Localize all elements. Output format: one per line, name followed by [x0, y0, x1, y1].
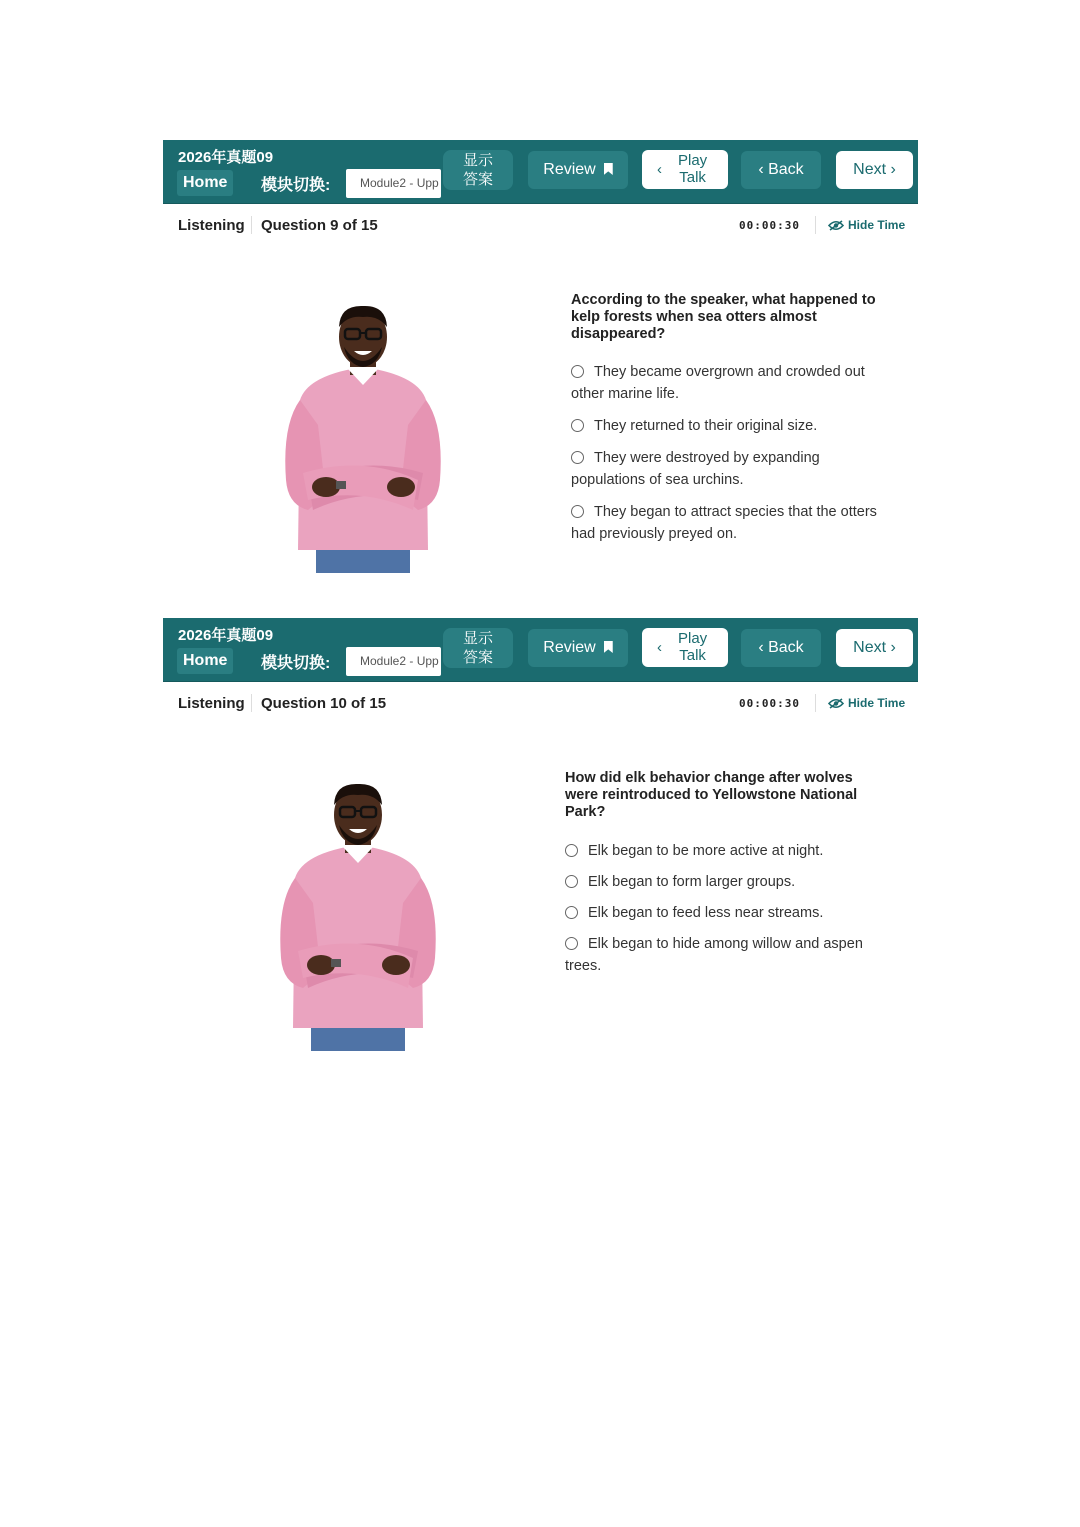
- option-text: Elk began to feed less near streams.: [588, 905, 824, 921]
- show-answer-line1: 显示: [462, 152, 493, 169]
- question-counter: Question 9 of 15: [261, 217, 378, 234]
- divider: [251, 694, 252, 712]
- home-button[interactable]: Home: [177, 170, 233, 196]
- radio-button[interactable]: [571, 505, 584, 518]
- status-bar: [163, 204, 918, 246]
- question-text: According to the speaker, what happened to kelp forests when sea otters almost disappeared?: [571, 292, 876, 342]
- review-label: Review: [543, 639, 596, 656]
- option-text: Elk began to be more active at night.: [588, 843, 824, 859]
- hide-time-button[interactable]: [828, 218, 905, 232]
- answer-options: [571, 361, 881, 555]
- chevron-left-icon: ‹: [657, 639, 662, 656]
- review-label: Review: [543, 161, 596, 178]
- hide-time-label: Hide Time: [848, 696, 906, 710]
- option-text: They were destroyed by expanding populations of sea urchins.: [571, 450, 820, 488]
- hide-time-button[interactable]: [828, 696, 905, 710]
- play-talk-line1: Play: [678, 630, 708, 647]
- back-button[interactable]: [741, 629, 821, 667]
- radio-button[interactable]: [565, 875, 578, 888]
- answer-option[interactable]: [565, 902, 875, 924]
- status-bar: [163, 682, 918, 724]
- play-talk-button[interactable]: [642, 628, 728, 667]
- show-answer-button[interactable]: [443, 628, 513, 668]
- play-talk-line1: Play: [678, 152, 708, 169]
- next-button[interactable]: [836, 151, 913, 189]
- bookmark-icon: [604, 641, 613, 653]
- review-button[interactable]: [528, 629, 628, 667]
- eye-slash-icon: [828, 220, 844, 231]
- module-select[interactable]: Module2 - Upp: [346, 169, 441, 198]
- answer-option[interactable]: [565, 933, 875, 977]
- bookmark-icon: [604, 163, 613, 175]
- show-answer-line1: 显示: [462, 630, 493, 647]
- eye-slash-icon: [828, 698, 844, 709]
- review-button[interactable]: [528, 151, 628, 189]
- module-switch-label: 模块切换:: [261, 177, 331, 194]
- speaker-image: [278, 300, 448, 580]
- module-switch-label: 模块切换:: [261, 655, 331, 672]
- chevron-left-icon: ‹: [758, 161, 769, 178]
- chevron-left-icon: ‹: [758, 639, 769, 656]
- section-name: Listening: [178, 217, 245, 234]
- option-text: Elk began to hide among willow and aspen trees.: [565, 936, 863, 974]
- top-toolbar: [163, 618, 918, 682]
- next-label: Next: [853, 161, 887, 178]
- option-text: They returned to their original size.: [594, 418, 818, 434]
- next-button[interactable]: [836, 629, 913, 667]
- radio-button[interactable]: [565, 906, 578, 919]
- show-answer-button[interactable]: [443, 150, 513, 190]
- answer-option[interactable]: [565, 840, 875, 862]
- divider: [815, 694, 816, 712]
- question-panel-1: [163, 140, 918, 246]
- top-toolbar: [163, 140, 918, 204]
- speaker-image: [273, 778, 443, 1058]
- radio-button[interactable]: [571, 365, 584, 378]
- question-text: How did elk behavior change after wolves were reintroduced to Yellowstone National Park?: [565, 770, 858, 820]
- hide-time-label: Hide Time: [848, 218, 906, 232]
- timer: 00:00:30: [739, 219, 800, 232]
- timer: 00:00:30: [739, 697, 800, 710]
- answer-option[interactable]: [571, 415, 881, 437]
- radio-button[interactable]: [565, 937, 578, 950]
- chevron-right-icon: ›: [886, 161, 896, 178]
- play-talk-button[interactable]: [642, 150, 728, 189]
- exam-title: 2026年真题09: [178, 149, 274, 166]
- radio-button[interactable]: [571, 451, 584, 464]
- answer-option[interactable]: [565, 871, 875, 893]
- divider: [251, 216, 252, 234]
- show-answer-line2: 答案: [462, 649, 493, 666]
- radio-button[interactable]: [565, 844, 578, 857]
- option-text: They began to attract species that the otters had previously preyed on.: [571, 504, 877, 542]
- home-button[interactable]: Home: [177, 648, 233, 674]
- play-talk-line2: Talk: [679, 647, 706, 664]
- answer-options: [565, 840, 875, 986]
- back-label: Back: [768, 161, 804, 178]
- chevron-left-icon: ‹: [657, 161, 662, 178]
- question-panel-2: [163, 618, 918, 724]
- section-name: Listening: [178, 695, 245, 712]
- play-talk-line2: Talk: [679, 169, 706, 186]
- module-select[interactable]: Module2 - Upp: [346, 647, 441, 676]
- question-counter: Question 10 of 15: [261, 695, 387, 712]
- exam-title: 2026年真题09: [178, 627, 274, 644]
- option-text: They became overgrown and crowded out other marine life.: [571, 364, 865, 402]
- option-text: Elk began to form larger groups.: [588, 874, 796, 890]
- divider: [815, 216, 816, 234]
- answer-option[interactable]: [571, 447, 881, 491]
- next-label: Next: [853, 639, 887, 656]
- show-answer-line2: 答案: [462, 171, 493, 188]
- answer-option[interactable]: [571, 501, 881, 545]
- back-button[interactable]: [741, 151, 821, 189]
- chevron-right-icon: ›: [886, 639, 896, 656]
- answer-option[interactable]: [571, 361, 881, 405]
- back-label: Back: [768, 639, 804, 656]
- radio-button[interactable]: [571, 419, 584, 432]
